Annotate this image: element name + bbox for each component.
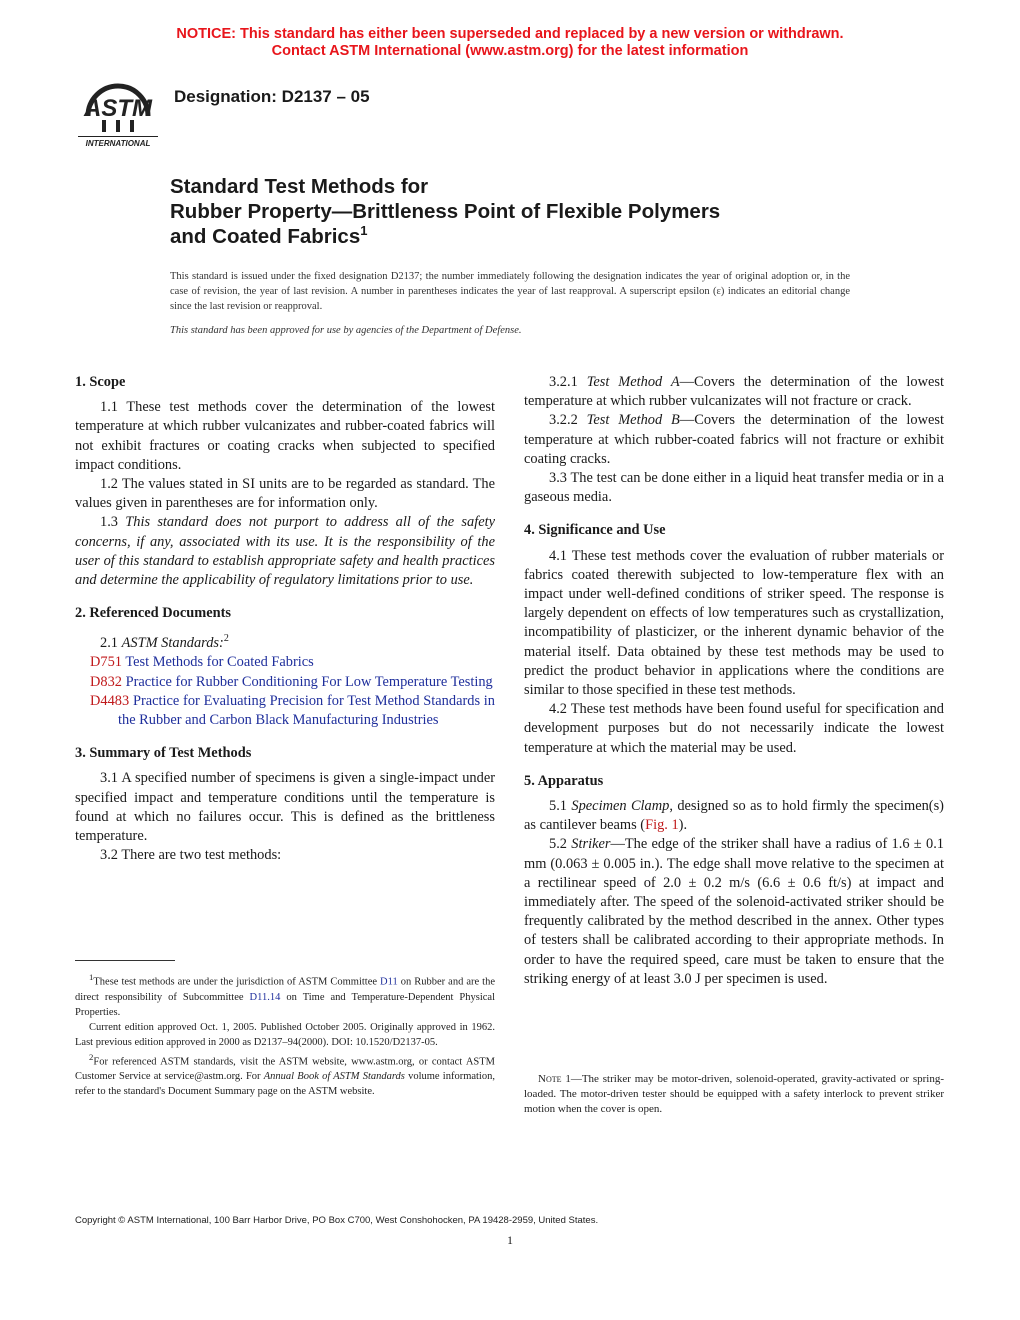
dod-approval-note: This standard has been approved for use by agencies of the Department of Defense. (170, 325, 522, 336)
note-1: Note 1—The striker may be motor-driven, solenoid-operated, gravity-activated or spring-loaded. The motor-driven tester should be equipped with a safety interlock to prevent striker motion when the cover is open. (524, 1073, 944, 1115)
paragraph-4-1: 4.1 These test methods cover the evaluation of rubber materials or fabrics coated therewith subjected to low-temperature flex with an impact under well-defined conditions of striker speed. The response is largely dependent on effects of low temperatures such as crystallization, incompatibility of plasticizer, or the inherent dynamic behavior of the material itself. Data obtained by these test methods may be used to predict the product behavior in applications where the conditions are similar to those specified in these test methods. (524, 547, 944, 699)
footnote-1-edition: Current edition approved Oct. 1, 2005. Published October 2005. Originally approved in 1962. Last previous edition approved in 2000 as D2137–94(2000). DOI: 10.1520/D2137-05. (75, 1021, 495, 1048)
left-column (75, 373, 495, 865)
page-number: 1 (507, 1233, 513, 1247)
logo-text: ASTM (84, 95, 152, 122)
section-heading-significance: 4. Significance and Use (524, 522, 666, 539)
paragraph-3-1: 3.1 A specified number of specimens is given a single-impact under specified impact and temperature conditions until the temperature is found at which no failures occur. This is defined as the brittleness temperature. (75, 770, 495, 845)
footnote-2: $^2$For referenced ASTM standards, visit the ASTM website, www.astm.org, or contact ASTM Customer Service at service@astm.org. For Annual Book of ASTM Standards volume information, refer to the standard's Document Summary page on the ASTM website. (75, 1051, 495, 1097)
section-heading-apparatus: 5. Apparatus (524, 772, 604, 789)
paragraph-1-2: 1.2 The values stated in SI units are to be regarded as standard. The values given in parentheses are for information only. (75, 476, 495, 512)
copyright-line: Copyright © ASTM International, 100 Barr Harbor Drive, PO Box C700, West Conshohocken, PA 19428-2959, United States. (75, 1215, 599, 1226)
footnote-ref-2[interactable]: 2 (223, 633, 229, 645)
title-line-2: Rubber Property—Brittleness Point of Flexible Polymers (170, 200, 721, 223)
paragraph-3-2: 3.2 There are two test methods: (100, 847, 282, 864)
paragraph-5-1: 5.1 Specimen Clamp, designed so as to hold firmly the specimen(s) as cantilever beams (Fig. 1). (524, 798, 944, 834)
reference-d4483[interactable]: D4483 Practice for Evaluating Precision for Test Method Standards in the Rubber and Carbon Black Manufacturing Industries (90, 692, 495, 729)
document-title (170, 174, 870, 249)
figure-1-link[interactable]: Fig. 1 (645, 817, 679, 834)
reference-d751[interactable]: D751 Test Methods for Coated Fabrics (90, 654, 314, 671)
notice-line-1: NOTICE: This standard has either been superseded and replaced by a new version or withdrawn. (176, 26, 844, 42)
section-heading-summary: 3. Summary of Test Methods (75, 745, 252, 762)
section-heading-referenced-documents: 2. Referenced Documents (75, 605, 231, 622)
designation: Designation: D2137 – 05 (174, 87, 370, 106)
right-column (524, 373, 944, 989)
title-line-1: Standard Test Methods for (170, 175, 429, 198)
logo-subtitle: INTERNATIONAL (85, 139, 151, 148)
paragraph-1-3: 1.3 This standard does not purport to address all of the safety concerns, if any, associated with its use. It is the responsibility of the user of this standard to establish appropriate safety and health practices and determine the applicability of regulatory limitations prior to use. (75, 514, 495, 589)
paragraph-3-3: 3.3 The test can be done either in a liquid heat transfer media or in a gaseous media. (524, 470, 944, 506)
paragraph-4-2: 4.2 These test methods have been found useful for specification and development purposes but do not necessarily indicate the lowest temperature at which the material may be used. (524, 701, 944, 756)
committee-d11-link[interactable]: D11 (380, 976, 398, 988)
reference-d832[interactable]: D832 Practice for Rubber Conditioning For Low Temperature Testing (90, 673, 493, 690)
footnotes (75, 970, 495, 1099)
footnote-1: $^1$These test methods are under the jurisdiction of ASTM Committee D11 on Rubber and are the direct responsibility of Subcommittee D11.14 on Time and Temperature-Dependent Physical Properties. (75, 972, 495, 1018)
paragraph-3-2-2: 3.2.2 Test Method B—Covers the determination of the lowest temperature at which rubber-coated fabrics will not fracture or exhibit coating cracks. (524, 412, 944, 467)
title-line-3: and Coated Fabrics$^1$ (170, 223, 368, 248)
withdrawal-notice (0, 26, 1020, 59)
paragraph-5-2: 5.2 Striker—The edge of the striker shall have a radius of 1.6 ± 0.1 mm (0.063 ± 0.005 in.). The edge shall move relative to the specimen at a rectilinear speed of 2.0 ± 0.2 m/s (6.6 ± 0.6 ft/s) at impact and immediately after. The speed of the solenoid-activated striker should be frequently calibrated by the method described in the annex. Other types of testers shall be calibrated according to their appropriate methods. In order to have the required speed, care must be taken to ensure that the striking energy of at least 3.0 J per specimen is used. (524, 836, 944, 987)
paragraph-3-2-1: 3.2.1 Test Method A—Covers the determination of the lowest temperature at which rubber vulcanizates will not fracture or crack. (524, 374, 944, 410)
subcommittee-d11-14-link[interactable]: D11.14 (249, 991, 281, 1003)
footnote-divider (75, 960, 175, 961)
issued-note: This standard is issued under the fixed designation D2137; the number immediately following the designation indicates the year of original adoption or, in the case of revision, the year of last revision. A number in parentheses indicates the year of last reapproval. A superscript epsilon (ε) indicates an editorial change since the last revision or reapproval. (170, 271, 850, 312)
title-footnote-ref[interactable]: 1 (360, 223, 368, 239)
notice-line-2: Contact ASTM International (www.astm.org) for the latest information (271, 42, 749, 59)
astm-logo-mark (74, 74, 162, 150)
astm-logo (74, 74, 162, 150)
section-heading-scope: 1. Scope (75, 374, 126, 390)
paragraph-2-1: 2.1 ASTM Standards:$^2$ (100, 633, 229, 652)
paragraph-1-1: 1.1 These test methods cover the determination of the lowest temperature at which rubber vulcanizates and rubber-coated fabrics will not exhibit fractures or coating cracks when subjected to specified impact conditions. (75, 399, 495, 473)
